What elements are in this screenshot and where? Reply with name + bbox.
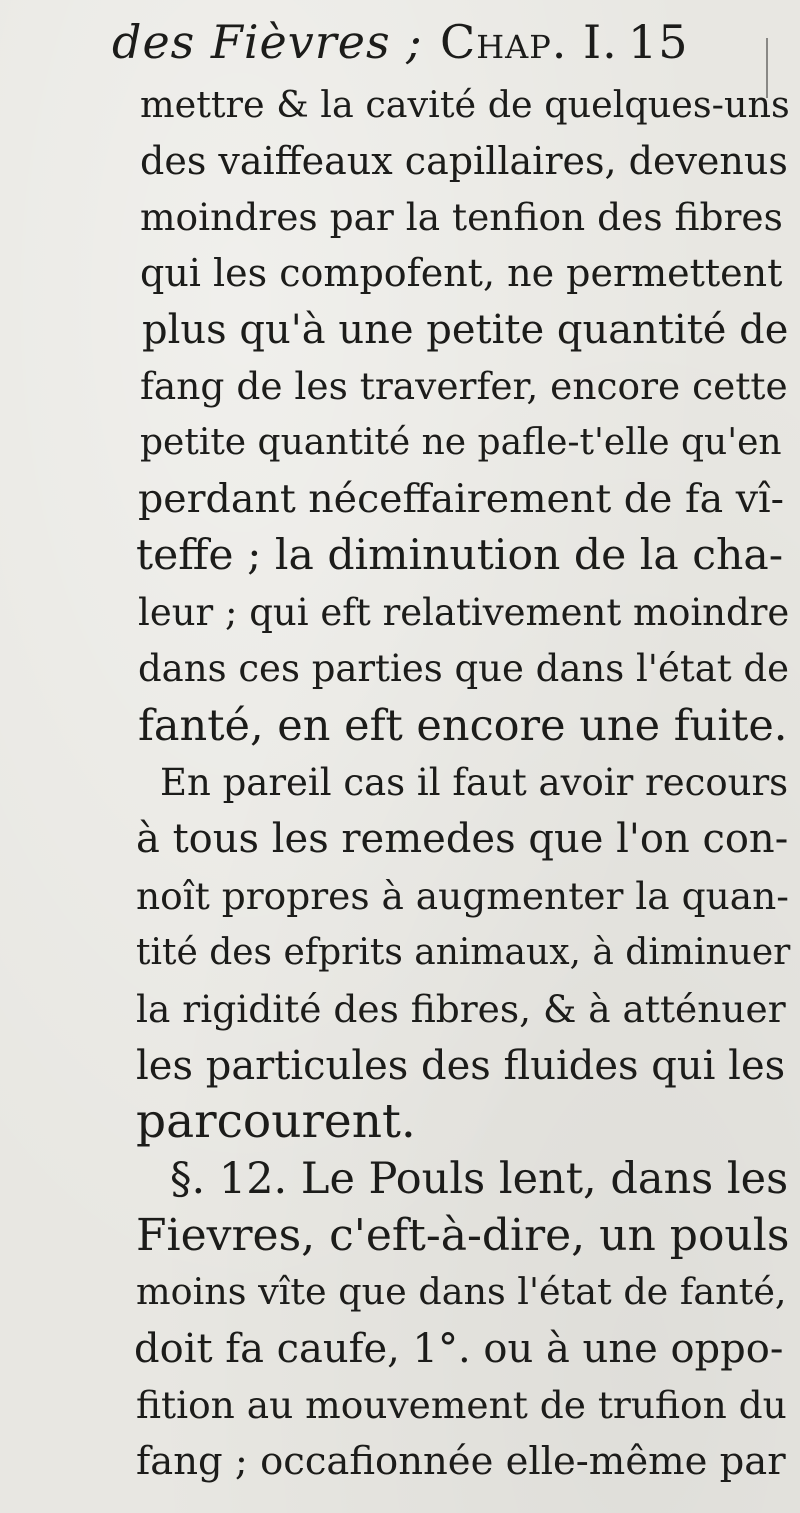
text-line: à tous les remedes que l'on con-: [136, 816, 789, 862]
text-line: dans ces parties que dans l'état de: [138, 647, 790, 690]
text-line: fanté, en eft encore une fuite.: [138, 701, 788, 751]
text-line: la rigidité des fibres, & à atténuer: [136, 987, 786, 1031]
text-line: teffe ; la diminution de la cha-: [136, 531, 784, 580]
text-line: parcourent.: [136, 1094, 416, 1149]
text-line: les particules des fluides qui les: [136, 1043, 786, 1089]
text-line: tité des efprits animaux, à diminuer: [136, 932, 791, 973]
text-line: leur ; qui eft relativement moindre: [138, 591, 790, 634]
text-line: mettre & la cavité de quelques-uns: [140, 83, 790, 126]
text-line: doit fa caufe, 1°. ou à une oppo-: [134, 1326, 784, 1372]
text-line: moindres par la tenfion des fibres: [140, 195, 783, 239]
text-line: Fievres, c'eft-à-dire, un pouls: [136, 1210, 790, 1261]
text-line: des vaiffeaux capillaires, devenus: [140, 139, 788, 183]
running-head: des Fièvres ;: [112, 15, 423, 69]
text-line: qui les compofent, ne permettent: [140, 251, 783, 295]
page-number: 15: [628, 15, 689, 69]
chapter-label: Chap. I.: [440, 15, 618, 69]
text-line: fition au mouvement de trufion du: [136, 1383, 787, 1427]
text-line: perdant néceffairement de fa vî-: [138, 476, 785, 522]
text-line: noît propres à augmenter la quan-: [136, 874, 789, 918]
section-heading-line: §. 12. Le Pouls lent, dans les: [170, 1154, 789, 1204]
text-line: plus qu'à une petite quantité de: [142, 307, 789, 353]
text-line: fang de les traverfer, encore cette: [140, 364, 788, 408]
text-line: En pareil cas il faut avoir recours: [160, 761, 789, 804]
text-line: petite quantité ne pafle-t'elle qu'en: [140, 422, 782, 463]
page-header: [0, 12, 800, 72]
text-line: moins vîte que dans l'état de fanté,: [136, 1270, 787, 1313]
text-line: fang ; occafionnée elle-même par: [136, 1439, 786, 1484]
